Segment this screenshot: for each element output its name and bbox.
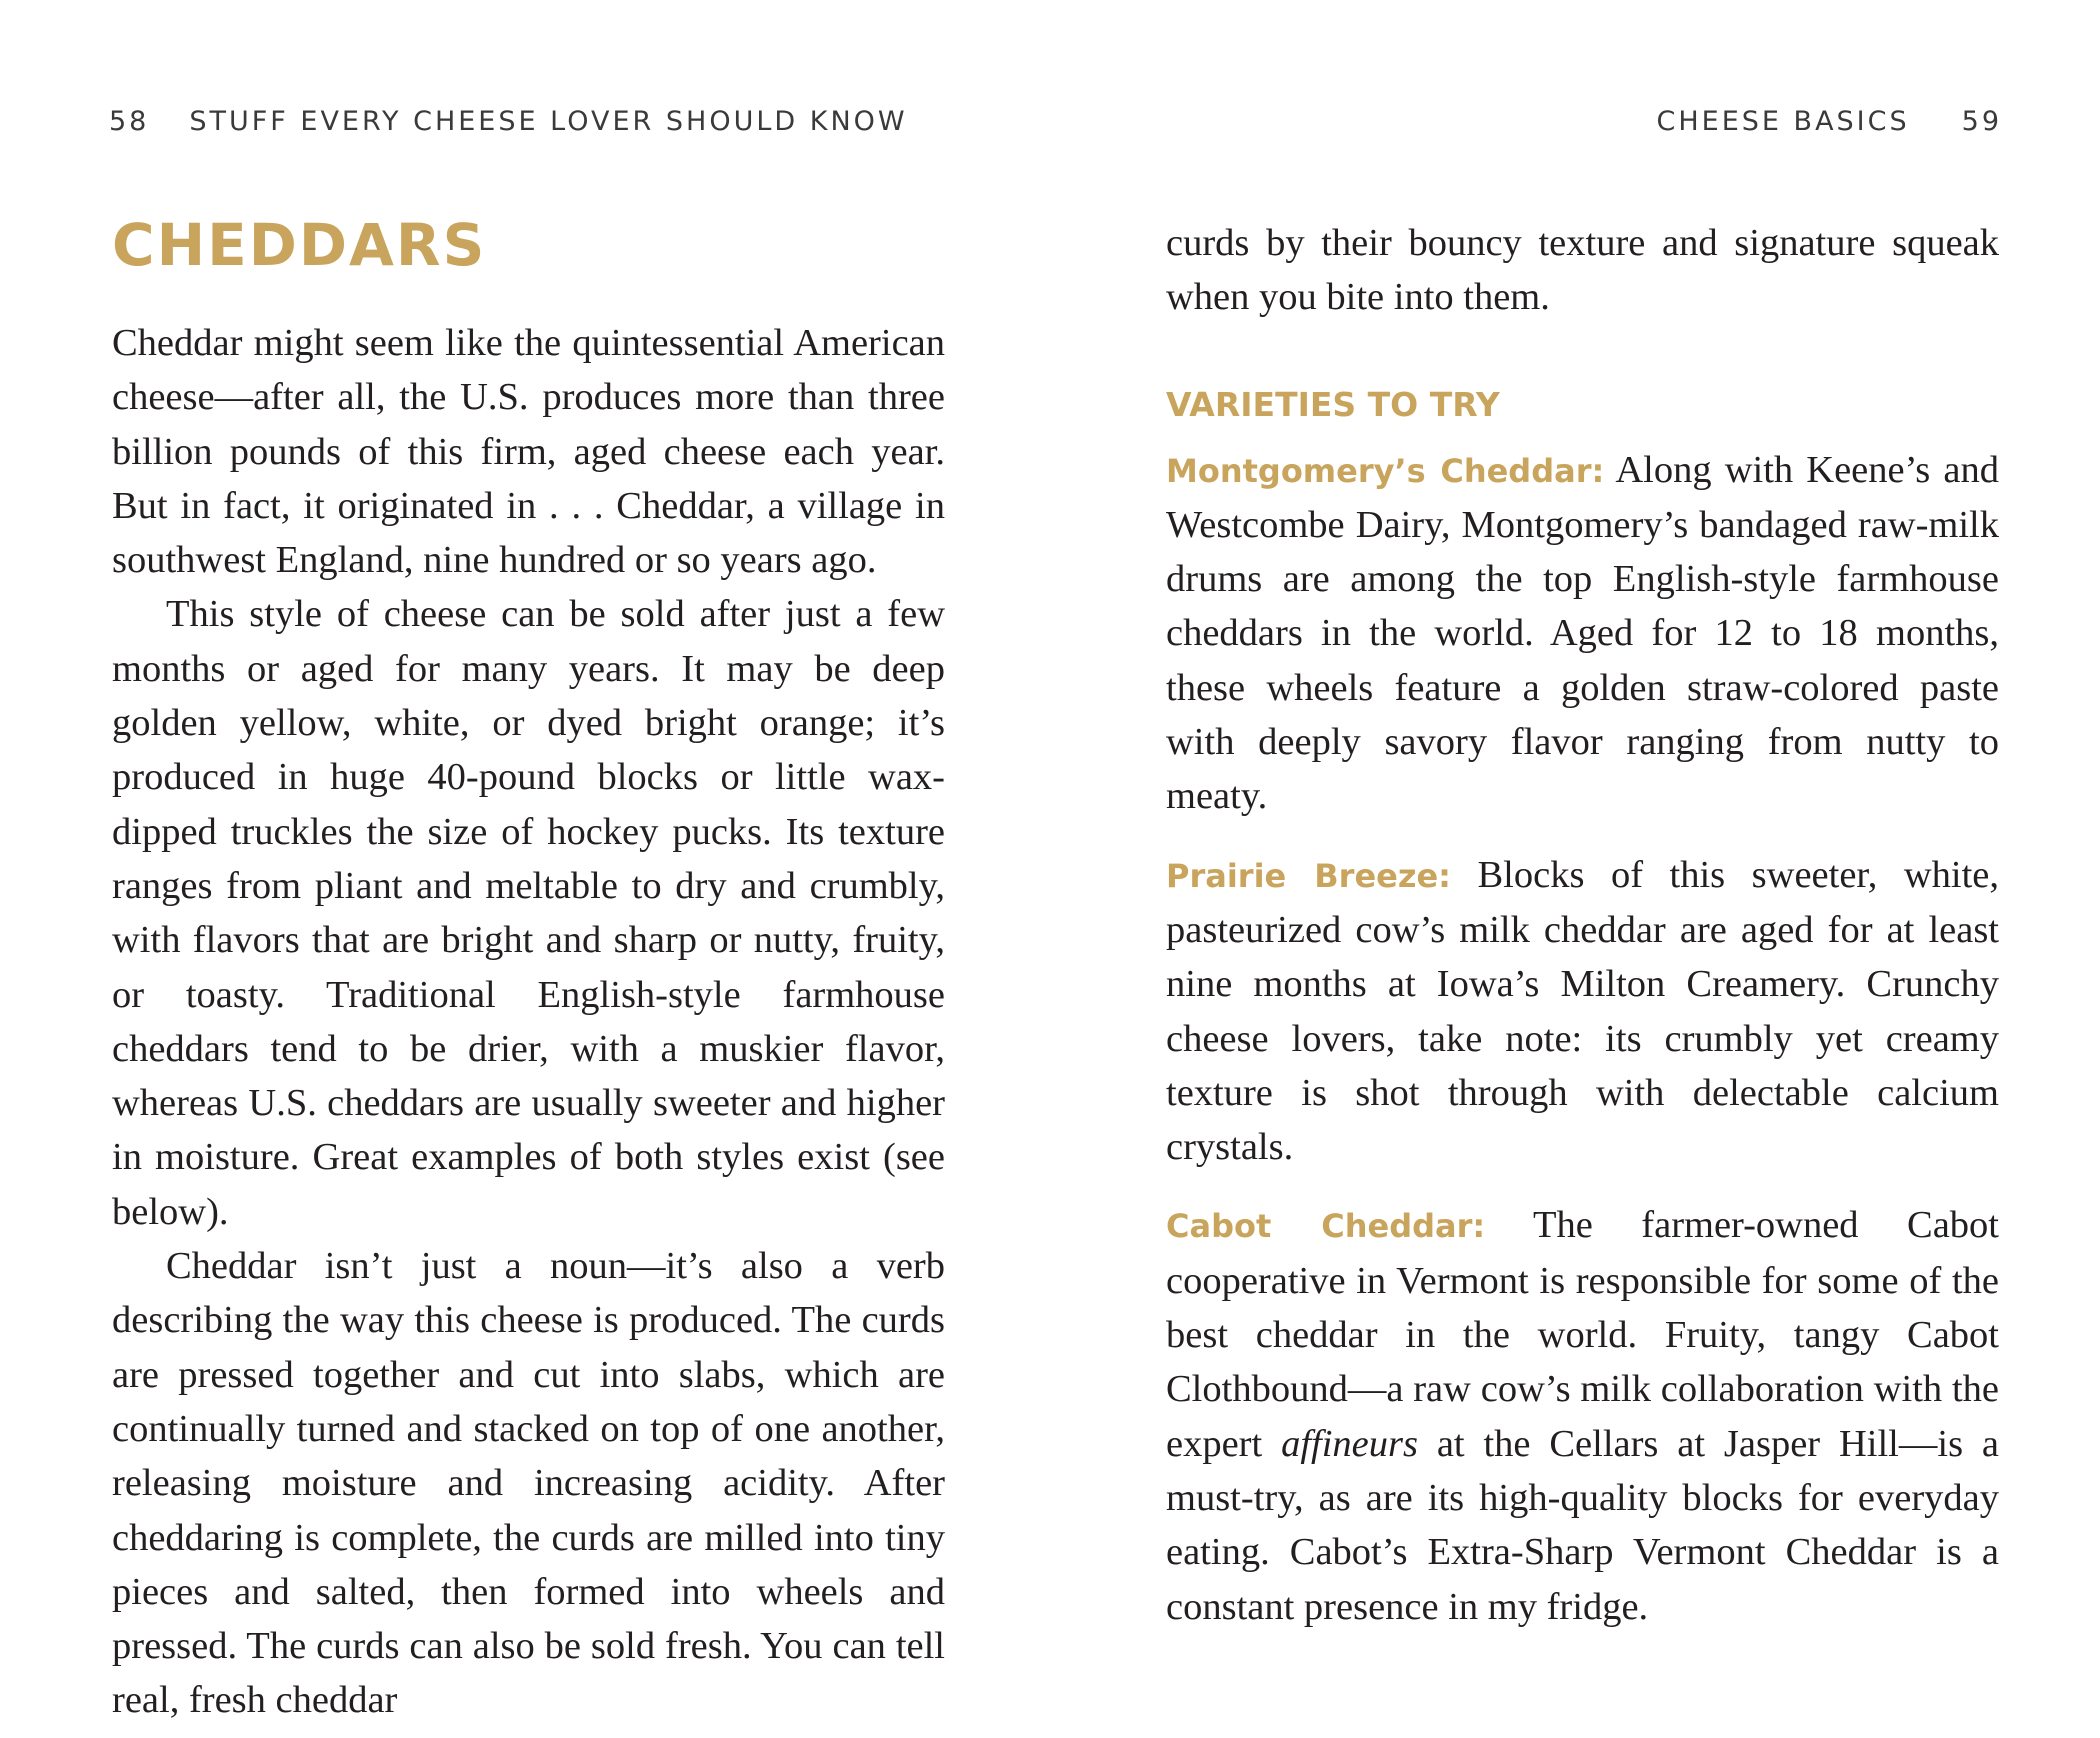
variety-entry bbox=[1166, 443, 1999, 824]
running-head-title-left: STUFF EVERY CHEESE LOVER SHOULD KNOW bbox=[189, 106, 908, 137]
page-number-right: 59 bbox=[1961, 106, 2002, 137]
right-text-column bbox=[1166, 216, 1999, 1658]
body-paragraph-1: Cheddar might seem like the quintessential American cheese—after all, the U.S. produces more than three billion pounds of this firm, aged cheese each year. But in fact, it originated in . . . Cheddar, a village in southwest England, nine hundred or so years ago. bbox=[112, 322, 945, 582]
variety-description-continued: at the Cellars at Jasper Hill—is a must-try, as are its high-quality blocks for everyday eating. Cabot’s Extra-Sharp Vermont Cheddar is a constant presence in my fridge. bbox=[1166, 1422, 2000, 1628]
variety-name: Cabot Cheddar: bbox=[1166, 1207, 1486, 1246]
chapter-title: CHEDDARS bbox=[112, 211, 487, 279]
section-heading: VARIETIES TO TRY bbox=[1166, 384, 1500, 424]
variety-name: Montgomery’s Cheddar: bbox=[1166, 451, 1605, 490]
right-page bbox=[1050, 0, 2100, 1738]
variety-entry bbox=[1166, 848, 1999, 1175]
variety-description: Blocks of this sweeter, white, pasteurized cow’s milk cheddar are aged for at least nine months at Iowa’s Milton Creamery. Crunchy cheese lovers, take note: its crumbly yet creamy texture is shot through with delectable calcium crystals. bbox=[1166, 853, 1999, 1169]
variety-name: Prairie Breeze: bbox=[1166, 856, 1451, 895]
left-text-column bbox=[112, 210, 945, 1728]
body-paragraph-2: This style of cheese can be sold after just a few months or aged for many years. It may be deep golden yellow, white, or dyed bright orange; it’s produced in huge 40-pound blocks or little wax-dipped truckles the size of hockey pucks. Its texture ranges from pliant and meltable to dry and crumbly, with flavors that are bright and sharp or nutty, fruity, or toasty. Traditional English-style farmhouse cheddars tend to be drier, with a muskier flavor, whereas U.S. cheddars are usually sweeter and higher in moisture. Great examples of both styles exist (see below). bbox=[112, 593, 945, 1233]
variety-entry bbox=[1166, 1198, 1999, 1633]
page-number-left: 58 bbox=[109, 106, 150, 137]
variety-description: The farmer-owned Cabot cooperative in Vermont is responsible for some of the best cheddar in the world. Fruity, tangy Cabot Clothbound—a raw cow’s milk collaboration with the expert bbox=[1166, 1204, 1999, 1465]
variety-description: Along with Keene’s and Westcombe Dairy, Montgomery’s bandaged raw-milk drums are among the top English-style farmhouse cheddars in the world. Aged for 12 to 18 months, these wheels feature a golden straw-colored paste with deeply savory flavor ranging from nutty to meaty. bbox=[1166, 448, 1999, 818]
body-paragraph-3: Cheddar isn’t just a noun—it’s also a verb describing the way this cheese is produced. The curds are pressed together and cut into slabs, which are continually turned and stacked on top of one another, releasing moisture and increasing acidity. After cheddaring is complete, the curds are milled into tiny pieces and salted, then formed into wheels and pressed. The curds can also be sold fresh. You can tell real, fresh cheddar bbox=[112, 1245, 945, 1722]
running-head-title-right: CHEESE BASICS bbox=[1656, 106, 1910, 137]
running-head-right bbox=[1656, 104, 2002, 140]
running-head-left bbox=[109, 104, 908, 140]
continuation-paragraph: curds by their bouncy texture and signature squeak when you bite into them. bbox=[1166, 222, 1999, 319]
italic-term: affineurs bbox=[1281, 1422, 1418, 1465]
